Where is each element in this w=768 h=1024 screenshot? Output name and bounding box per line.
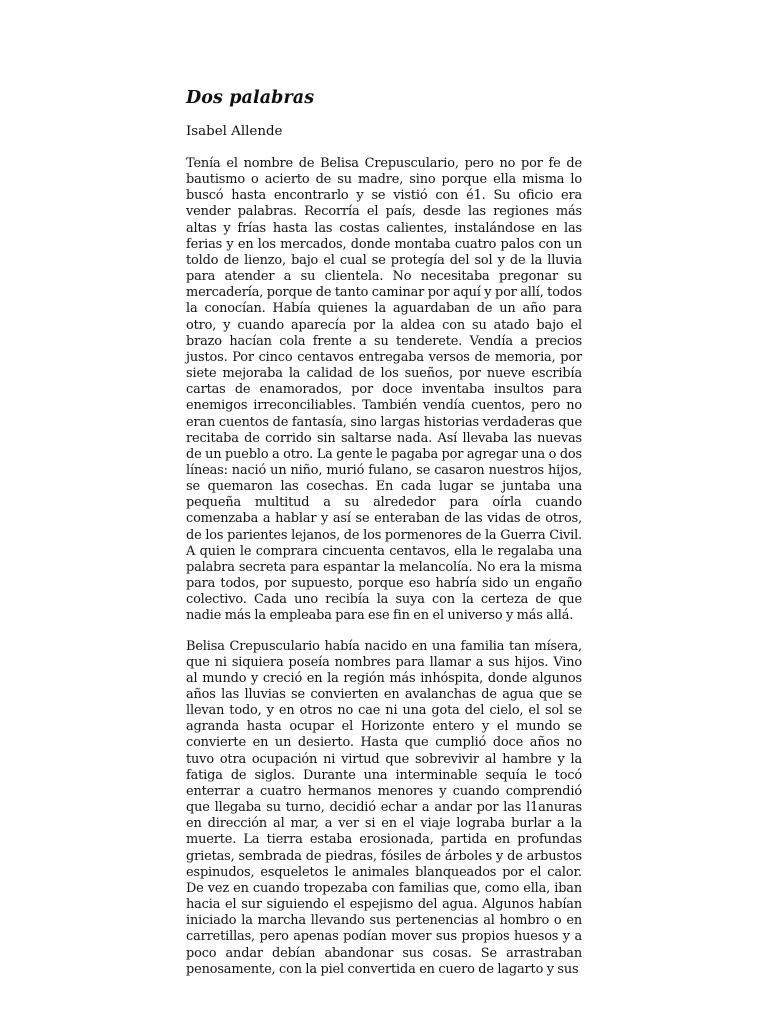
document-author: Isabel Allende	[186, 124, 283, 139]
document-title: Dos palabras	[186, 88, 315, 108]
document-page	[186, 86, 582, 992]
paragraph-1: Tenía el nombre de Belisa Crepusculario, pero no por fe de bautismo o acierto de su madre, sino porque ella misma lo buscó hasta encontrarlo y se vistió con é1. Su oficio era vender palabras. Recorría el país, desde las regiones más altas y frías hasta las costas calientes, instalándose en las ferias y en los mercados, donde montaba cuatro palos con un toldo de lienzo, bajo el cual se protegía del sol y de la lluvia para atender a su clientela. No necesitaba pregonar su mercadería, porque de tanto caminar por aquí y por allí, todos la conocían. Había quienes la aguardaban de un año para otro, y cuando aparecía por la aldea con su atado bajo el brazo hacían cola frente a su tenderete. Vendía a precios justos. Por cinco centavos entregaba versos de memoria, por siete mejoraba la calidad de los sueños, por nueve escribía cartas de enamorados, por doce inventaba insultos para enemigos irreconciliables. También vendía cuentos, pero no eran cuentos de fantasía, sino largas historias verdaderas que recitaba de corrido sin saltarse nada. Así llevaba las nuevas de un pueblo a otro. La gente le pagaba por agregar una o dos líneas: nació un niño, murió fulano, se casaron nuestros hijos, se quemaron las cosechas. En cada lugar se juntaba una pequeña multitud a su alrededor para oírla cuando comenzaba a hablar y así se enteraban de las vidas de otros, de los parientes lejanos, de los pormenores de la Guerra Civil. A quien le comprara cincuenta centavos, ella le regalaba una palabra secreta para espantar la melancolía. No era la misma para todos, por supuesto, porque eso habría sido un engaño colectivo. Cada uno recibía la suya con la certeza de que nadie más la empleaba para ese fin en el universo y más allá.	[186, 156, 583, 624]
paragraph-2: Belisa Crepusculario había nacido en una familia tan mísera, que ni siquiera poseía nombres para llamar a sus hijos. Vino al mundo y creció en la región más inhóspita, donde algunos años las lluvias se convierten en avalanchas de agua que se llevan todo, y en otros no cae ni una gota del cielo, el sol se agranda hasta ocupar el Horizonte entero y el mundo se convierte en un desierto. Hasta que cumplió doce años no tuvo otra ocupación ni virtud que sobrevivir al hambre y la fatiga de siglos. Durante una interminable sequía le tocó enterrar a cuatro hermanos menores y cuando comprendió que llegaba su turno, decidió echar a andar por las l1anuras en dirección al mar, a ver si en el viaje lograba burlar a la muerte. La tierra estaba erosionada, partida en profundas grietas, sembrada de piedras, fósiles de árboles y de arbustos espinudos, esqueletos le animales blanqueados por el calor. De vez en cuando tropezaba con familias que, como ella, iban hacia el sur siguiendo el espejismo del agua. Algunos habían iniciado la marcha llevando sus pertenencias al hombro o en carretillas, pero apenas podían mover sus propios huesos y a poco andar debían abandonar sus cosas. Se arrastraban penosamente, con la piel convertida en cuero de lagarto y sus	[186, 638, 582, 977]
